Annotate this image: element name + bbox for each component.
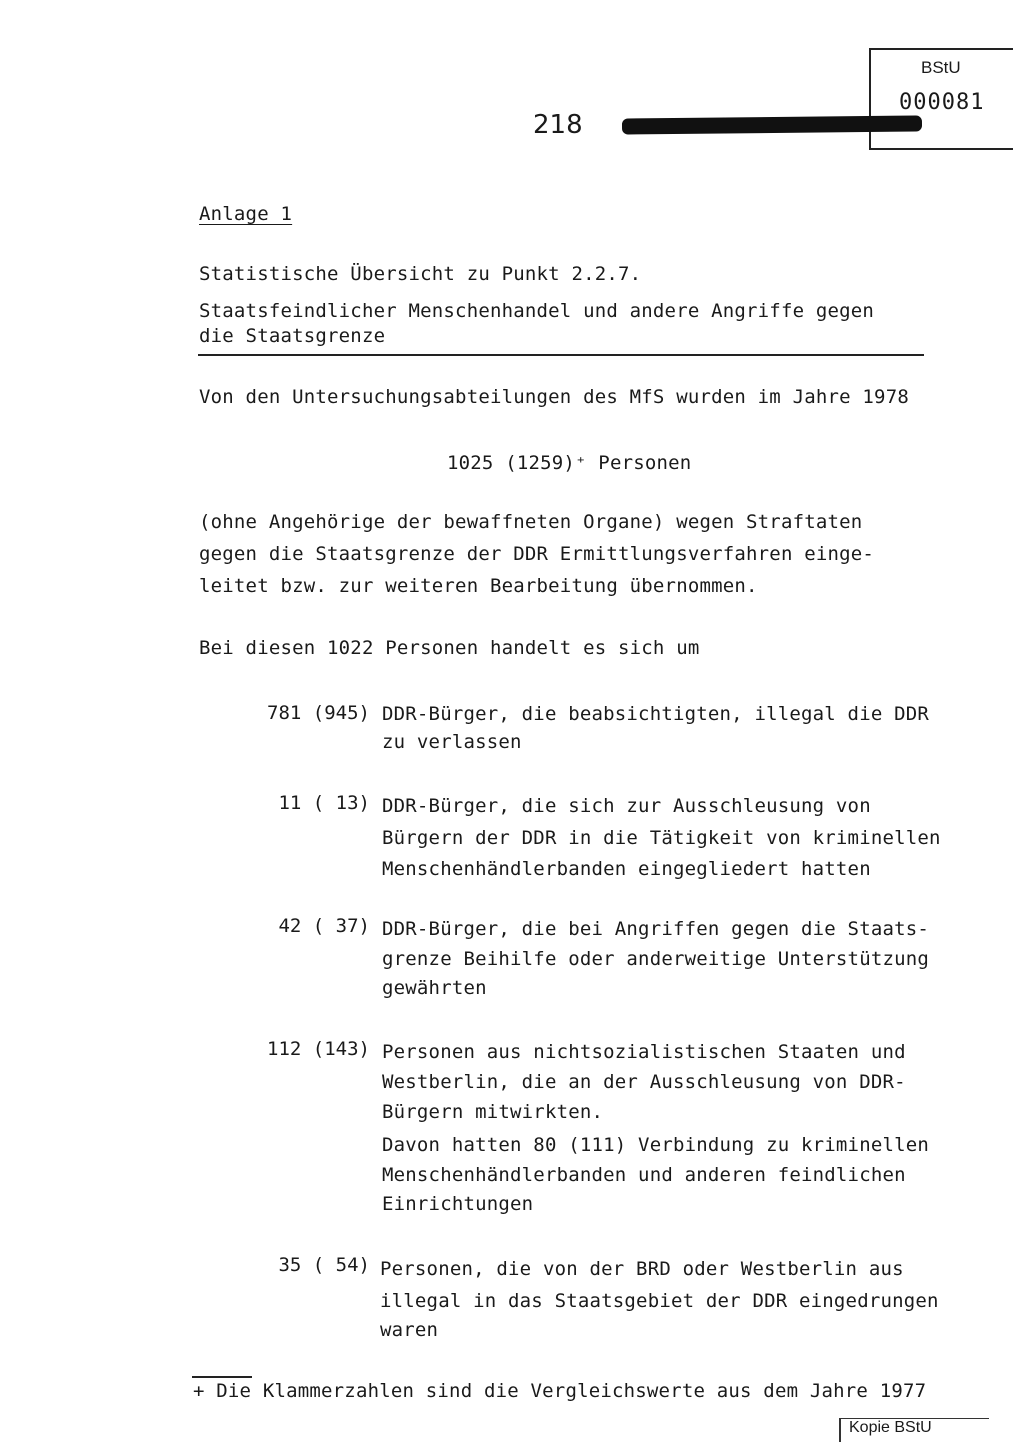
redaction-bar xyxy=(622,115,922,134)
item-text-line: Davon hatten 80 (111) Verbindung zu kriminellen xyxy=(382,1134,930,1156)
item-count: 112 (143) xyxy=(267,1038,370,1060)
stamp-org: BStU xyxy=(921,58,961,77)
intro-para-line-2: gegen die Staatsgrenze der DDR Ermittlungsverfahren einge- xyxy=(199,543,875,565)
item-text-line: DDR-Bürger, die bei Angriffen gegen die Staats- xyxy=(382,918,930,940)
heading-line-2: Staatsfeindlicher Menschenhandel und andere Angriffe gegen xyxy=(199,300,875,322)
footnote-rule xyxy=(192,1376,252,1378)
footnote: + Die Klammerzahlen sind die Vergleichswerte aus dem Jahre 1977 xyxy=(193,1380,927,1402)
intro-line: Von den Untersuchungsabteilungen des MfS wurden im Jahre 1978 xyxy=(199,386,909,408)
item-text-line: Menschenhändlerbanden eingegliedert hatten xyxy=(382,858,871,880)
stamp-number: 000081 xyxy=(899,90,985,115)
item-text-line: grenze Beihilfe oder anderweitige Unterstützung xyxy=(382,948,930,970)
copy-stamp: Kopie BStU xyxy=(839,1418,989,1442)
heading-rule xyxy=(198,354,924,356)
archive-stamp xyxy=(869,48,1013,150)
item-text-line: gewährten xyxy=(382,977,487,999)
item-text-line: Personen, die von der BRD oder Westberlin aus xyxy=(380,1258,904,1280)
item-text-line: Bürgern mitwirkten. xyxy=(382,1101,604,1123)
heading-line-1: Statistische Übersicht zu Punkt 2.2.7. xyxy=(199,263,642,285)
item-count: 42 ( 37) xyxy=(278,915,370,937)
item-count: 781 (945) xyxy=(267,702,370,724)
intro-para-line-1: (ohne Angehörige der bewaffneten Organe) wegen Straftaten xyxy=(199,511,863,533)
total-persons: 1025 (1259)⁺ Personen xyxy=(447,452,692,474)
item-text-line: zu verlassen xyxy=(382,731,522,753)
item-count: 35 ( 54) xyxy=(278,1254,370,1276)
item-count: 11 ( 13) xyxy=(278,792,370,814)
intro-para-line-3: leitet bzw. zur weiteren Bearbeitung übernommen. xyxy=(199,575,758,597)
item-text-line: Personen aus nichtsozialistischen Staaten und xyxy=(382,1041,906,1063)
annex-label: Anlage 1 xyxy=(199,203,293,225)
page-number: 218 xyxy=(533,110,583,140)
item-text-line: Einrichtungen xyxy=(382,1193,534,1215)
item-text-line: Westberlin, die an der Ausschleusung von DDR- xyxy=(382,1071,906,1093)
item-text-line: Menschenhändlerbanden und anderen feindlichen xyxy=(382,1164,906,1186)
item-text-line: Bürgern der DDR in die Tätigkeit von kriminellen xyxy=(382,827,941,849)
item-text-line: illegal in das Staatsgebiet der DDR eingedrungen xyxy=(380,1290,939,1312)
summary-line: Bei diesen 1022 Personen handelt es sich um xyxy=(199,637,700,659)
item-text-line: waren xyxy=(380,1319,439,1341)
item-text-line: DDR-Bürger, die sich zur Ausschleusung von xyxy=(382,795,871,817)
heading-line-3: die Staatsgrenze xyxy=(199,325,386,347)
item-text-line: DDR-Bürger, die beabsichtigten, illegal die DDR xyxy=(382,703,930,725)
